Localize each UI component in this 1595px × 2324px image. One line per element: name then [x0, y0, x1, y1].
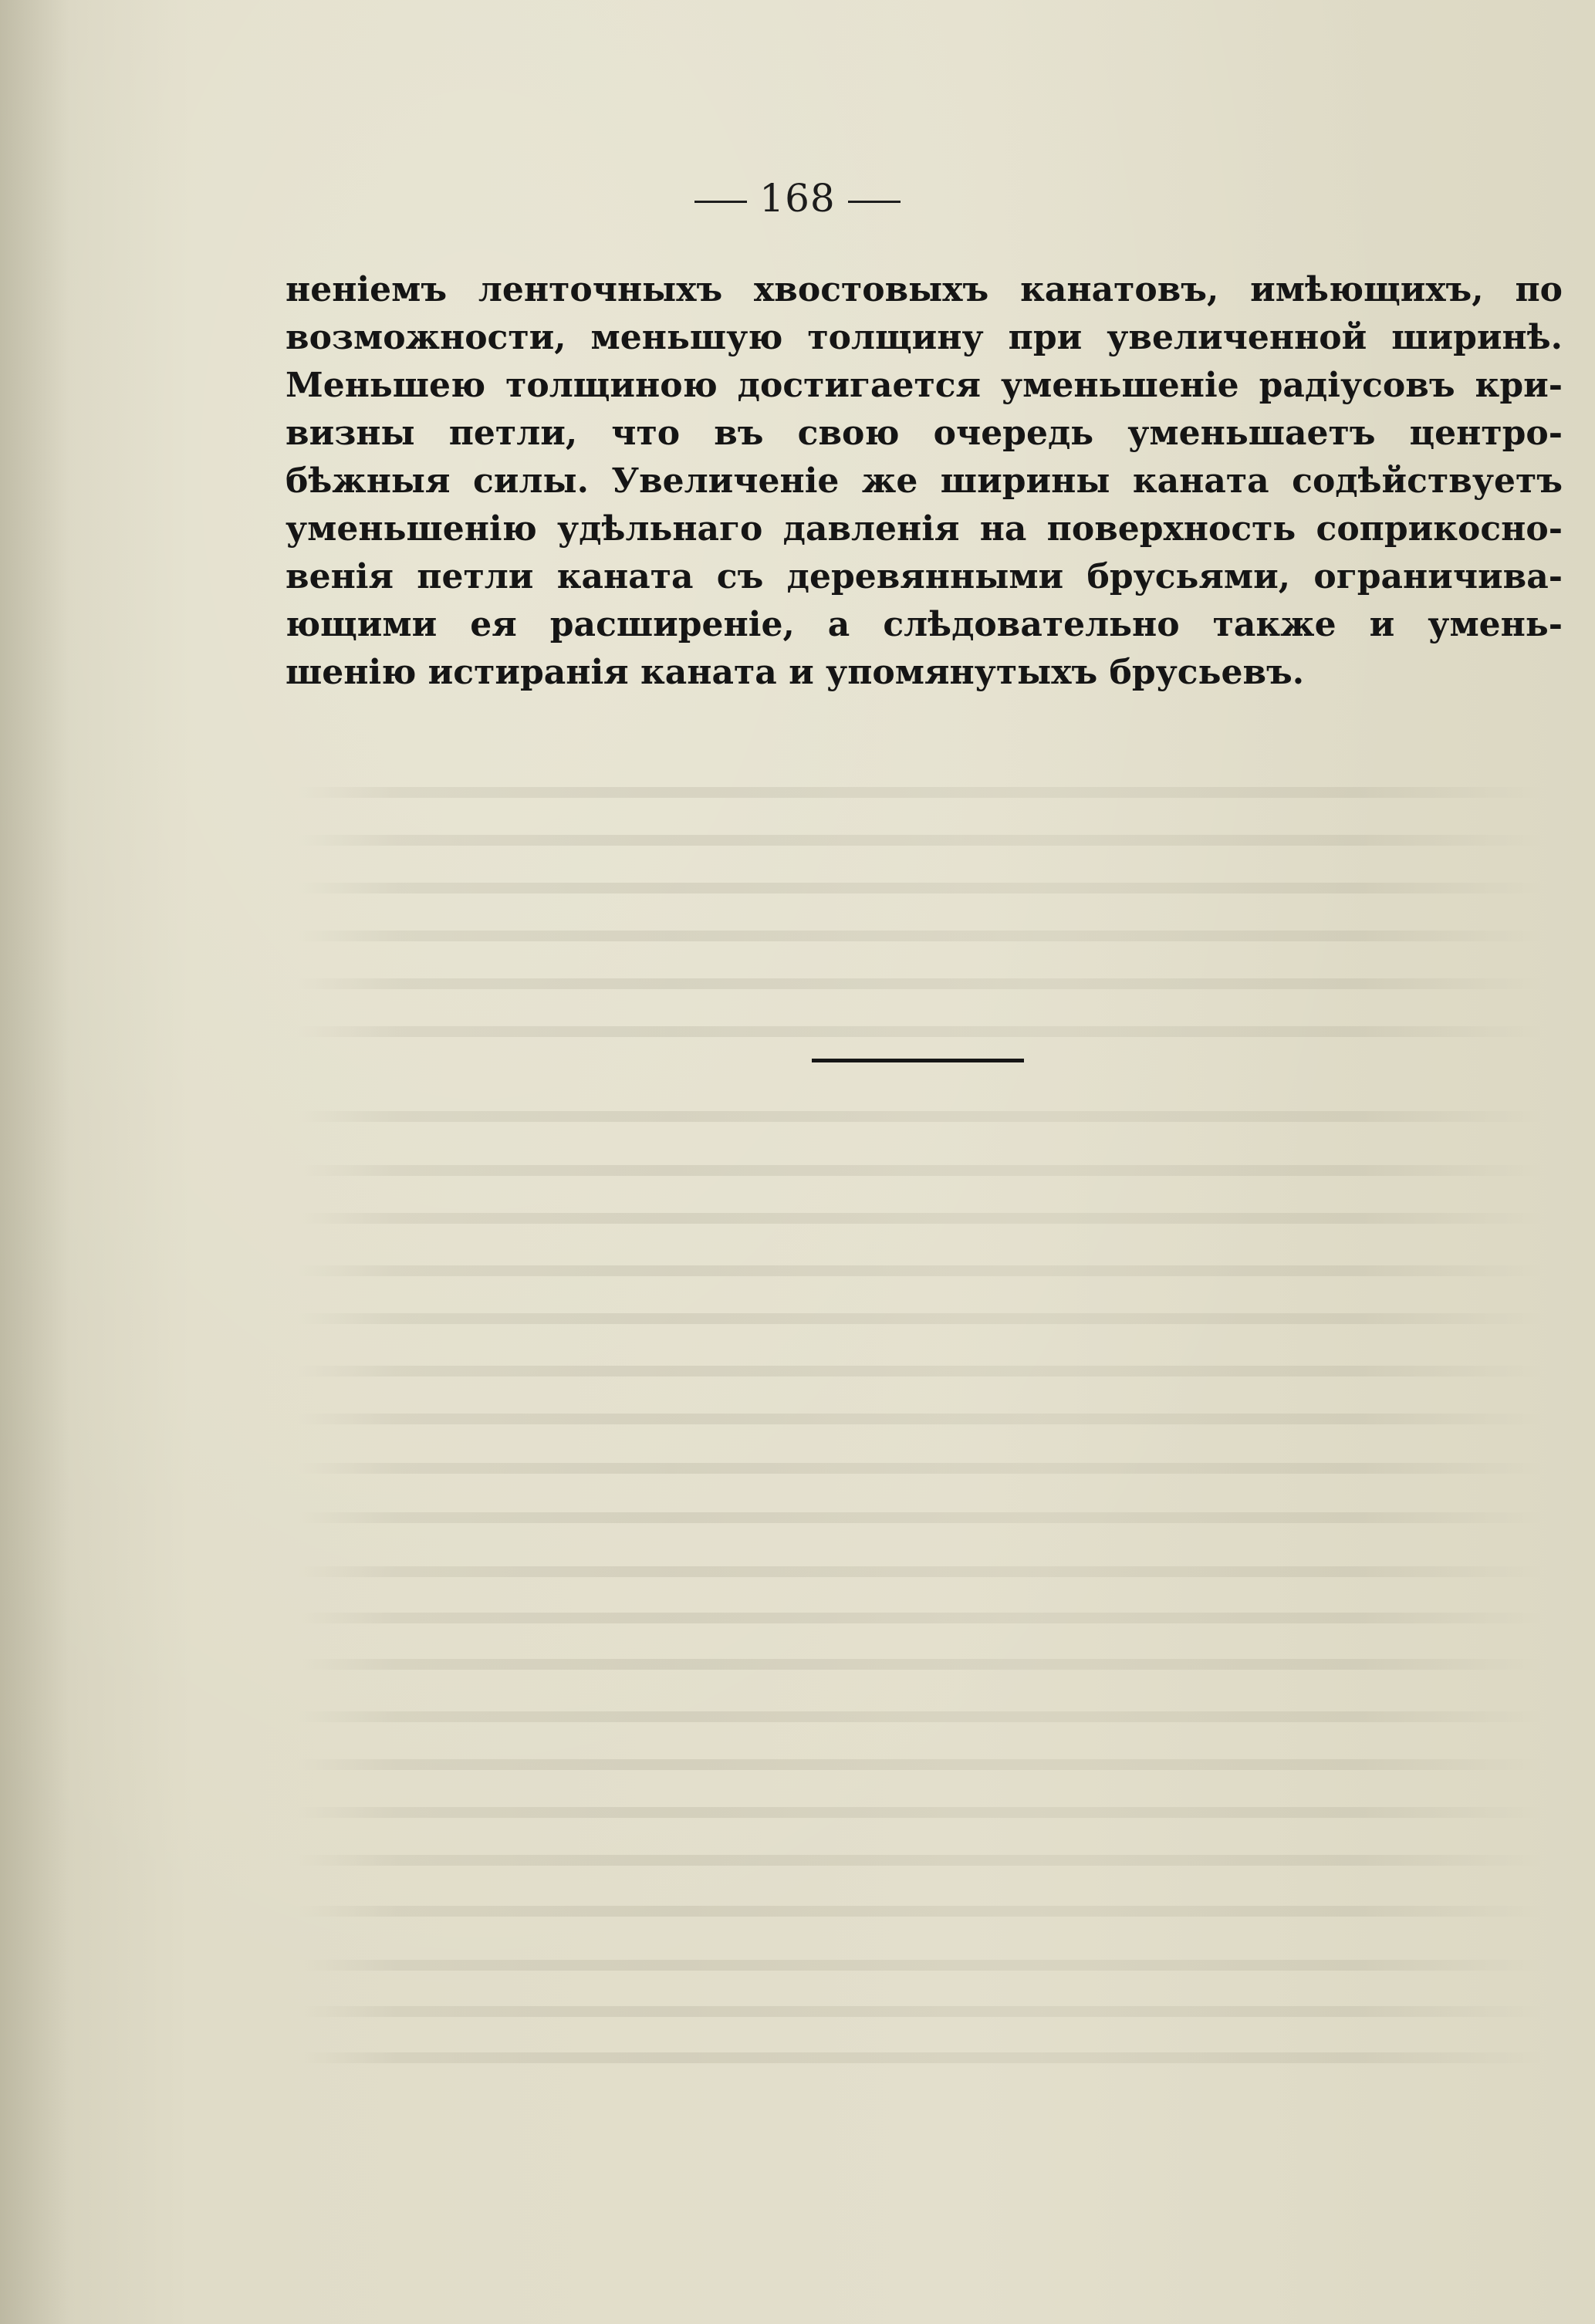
bleed-through-line [297, 1807, 1543, 1818]
bleed-through-line [297, 1026, 1543, 1037]
text-line: Меньшею толщиною достигается уменьшеніе радіусовъ кри- [286, 366, 1563, 405]
bleed-through-line [297, 1711, 1543, 1722]
text-line: визны петли, что въ свою очередь уменьшаетъ центро- [286, 414, 1563, 453]
bleed-through-line [297, 1613, 1543, 1623]
bleed-through-line [297, 2006, 1543, 2017]
bleed-through-line [297, 1414, 1543, 1424]
bleed-through-line [297, 1906, 1543, 1917]
bleed-through-line [297, 787, 1543, 798]
page-number-value: 168 [759, 176, 836, 221]
page-number [0, 176, 1595, 221]
bleed-through-line [297, 1659, 1543, 1670]
page-number-dash-right [848, 201, 901, 203]
bleed-through-line [297, 931, 1543, 941]
text-line: возможности, меньшую толщину при увеличенной ширинѣ. [286, 318, 1563, 357]
bleed-through-line [297, 978, 1543, 989]
text-line: венія петли каната съ деревянными брусьями, ограничива- [286, 557, 1563, 596]
bleed-through-line [297, 1512, 1543, 1523]
bleed-through-line [297, 1463, 1543, 1474]
text-line: бѣжныя силы. Увеличеніе же ширины каната содѣйствуетъ [286, 461, 1563, 501]
bleed-through-line [297, 835, 1543, 846]
bleed-through-line [297, 1111, 1543, 1122]
body-text [286, 266, 1563, 697]
text-line: ющими ея расширеніе, а слѣдовательно также и умень- [286, 605, 1563, 644]
bleed-through-line [297, 883, 1543, 893]
bleed-through-line [297, 1265, 1543, 1276]
text-line: уменьшенію удѣльнаго давленія на поверхность соприкоснo- [286, 509, 1563, 549]
text-line: шенію истиранія каната и упомянутыхъ брусьевъ. [286, 653, 1305, 692]
page-number-dash-left [694, 201, 747, 203]
bleed-through-line [297, 2052, 1543, 2063]
bleed-through-line [297, 1313, 1543, 1324]
bleed-through-line [297, 1566, 1543, 1577]
bleed-through-line [297, 1213, 1543, 1224]
section-end-rule [812, 1059, 1024, 1062]
text-line: неніемъ ленточныхъ хвостовыхъ канатовъ, имѣющихъ, по [286, 270, 1563, 309]
page-gutter-shadow [0, 0, 69, 2324]
bleed-through-line [297, 1960, 1543, 1971]
bleed-through-line [297, 1759, 1543, 1770]
bleed-through-line [297, 1165, 1543, 1176]
bleed-through-line [297, 1366, 1543, 1376]
bleed-through-line [297, 1855, 1543, 1866]
